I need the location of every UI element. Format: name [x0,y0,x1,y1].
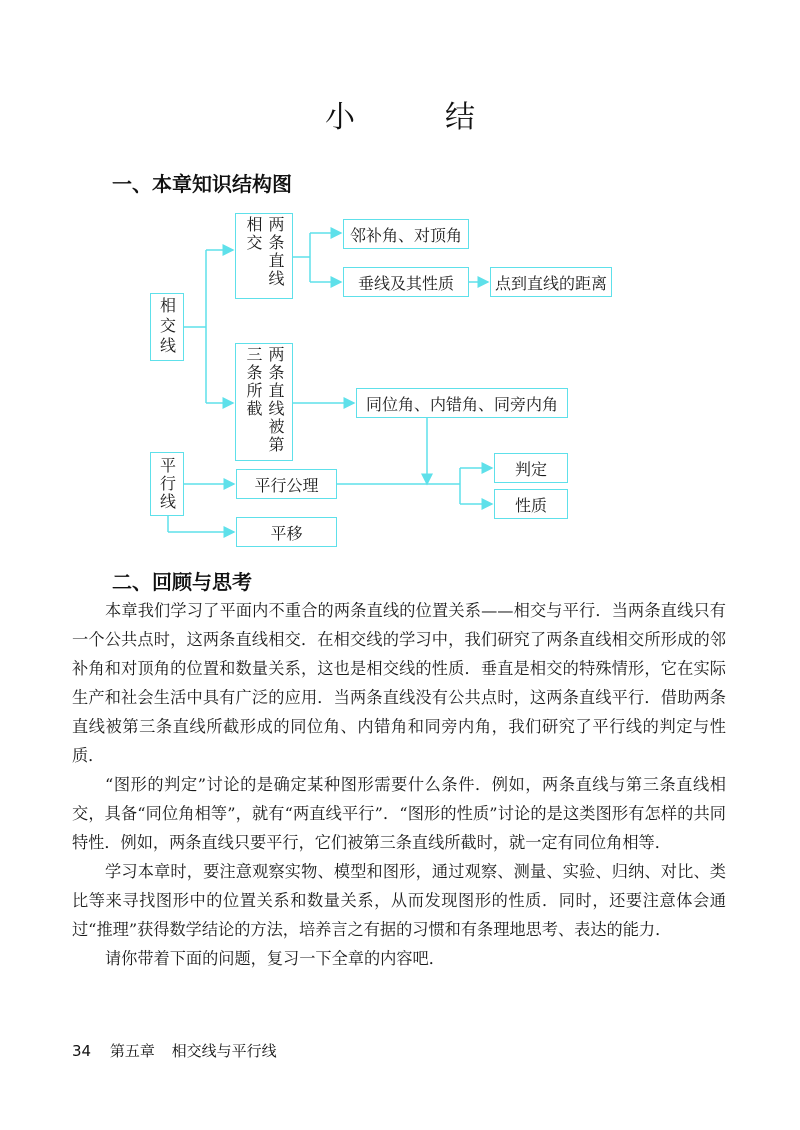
page-number: 34 [72,1042,92,1060]
box-cut-by-third-label: 两条直线被第三条所截 [244,346,285,454]
box-point-line-distance-label: 点到直线的距离 [494,273,607,293]
review-paragraph-2: “图形的判定”讨论的是确定某种图形需要什么条件．例如，两条直线与第三条直线相交，具备“同位角相等”，就有“两直线平行”．“图形的性质”讨论的是这类图形有怎样的共同特性．例如，两条直线只要平行，它们被第三条直线所截时，就一定有同位角相等． [72,775,726,852]
box-translation-label: 平移 [270,523,303,543]
box-translation [236,517,337,547]
page-title: 小 结 [325,100,505,135]
box-two-lines-cross [235,213,293,299]
box-intersecting-lines-label: 相交线 [157,297,177,357]
box-properties [494,489,568,519]
box-point-line-distance [490,267,612,297]
box-angle-types [356,388,568,418]
page-footer [72,1040,277,1061]
review-paragraph-1: 本章我们学习了平面内不重合的两条直线的位置关系——相交与平行．当两条直线只有一个公共点时，这两条直线相交．在相交线的学习中，我们研究了两条直线相交所形成的邻补角和对顶角的位置和数量关系，这也是相交线的性质．垂直是相交的特殊情形，它在实际生产和社会生活中具有广泛的应用．当两条直线没有公共点时，这两条直线平行．借助两条直线被第三条直线所截形成的同位角、内错角和同旁内角，我们研究了平行线的判定与性质． [72,601,726,765]
box-parallel-axiom [236,469,337,499]
box-perpendicular-label: 垂线及其性质 [357,273,454,293]
box-angle-types-label: 同位角、内错角、同旁内角 [365,394,558,414]
box-adjacent-vertical-angles [343,219,469,249]
box-criteria-label: 判定 [514,459,547,479]
review-paragraph-3: 学习本章时，要注意观察实物、模型和图形，通过观察、测量、实验、归纳、对比、类比等来寻找图形中的位置关系和数量关系，从而发现图形的性质．同时，还要注意体会通过“推理”获得数学结论的方法，培养言之有据的习惯和有条理地思考、表达的能力． [72,862,726,939]
chapter-label: 第五章 [109,1042,155,1060]
chapter-title: 相交线与平行线 [171,1042,277,1060]
box-parallel-axiom-label: 平行公理 [254,475,319,495]
box-parallel-lines [150,452,184,516]
section-heading-structure: 一、本章知识结构图 [112,172,292,196]
box-adjacent-vertical-angles-label: 邻补角、对顶角 [349,225,462,245]
box-two-lines-cross-label: 两条直线相交 [244,216,285,288]
box-properties-label: 性质 [514,495,547,515]
review-body [72,596,726,973]
box-intersecting-lines [150,293,184,361]
box-perpendicular [343,267,469,297]
review-paragraph-4: 请你带着下面的问题，复习一下全章的内容吧． [105,949,445,968]
box-criteria [494,453,568,483]
box-cut-by-third [235,343,293,461]
section-heading-review: 二、回顾与思考 [112,570,252,594]
box-parallel-lines-label: 平行线 [157,457,177,511]
